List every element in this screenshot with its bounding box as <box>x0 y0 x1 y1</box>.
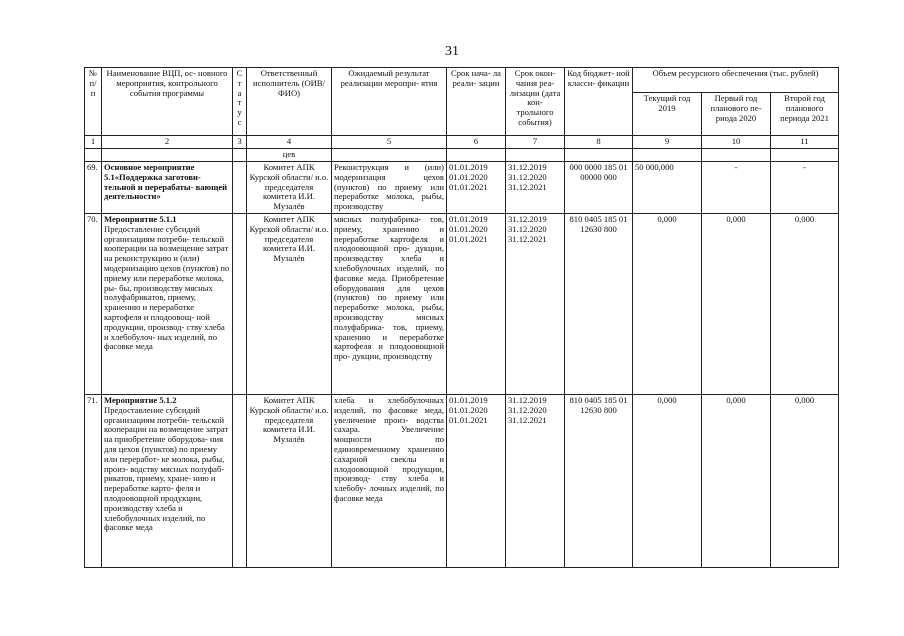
row-name-bold: Основное мероприятие 5.1«Поддержка заготови- тельной и перерабаты- вающей деятельности» <box>104 162 228 202</box>
header-budget-code: Код бюджет- ной класси- фикации <box>565 68 633 136</box>
row-name-text: Предоставление субсидий организациям потреби- тельской кооперации на возмещение затрат на приобретение оборудова- ния для цехов (пунктов) по приему или переработ- ке молока, рыбы, произ- водству мясных полуфаб- рикатов, приему, хране- нию и переработке карто- феля и плодоовощной продукции, производству хлеба и хлебобулочных изделий, по фасовке меда <box>104 404 229 533</box>
row-number: 69. <box>85 162 102 214</box>
row-y2020: 0,000 <box>702 394 771 567</box>
row-y2019: 0,000 <box>633 394 702 567</box>
continuation-row <box>85 149 839 162</box>
row-y2020: 0,000 <box>702 213 771 394</box>
row-start: 01.01.2019 01.01.2020 01.01.2021 <box>447 162 506 214</box>
column-number: 9 <box>633 136 702 149</box>
column-number: 4 <box>247 136 332 149</box>
row-start: 01.01.2019 01.01.2020 01.01.2021 <box>447 213 506 394</box>
continuation-text: цев <box>247 149 332 162</box>
row-y2020: - <box>702 162 771 214</box>
header-start: Срок нача- ла реали- зации <box>447 68 506 136</box>
header-num: № п/ п <box>85 68 102 136</box>
column-number: 8 <box>565 136 633 149</box>
row-name <box>102 394 233 567</box>
row-budget-code: 810 0405 185 01 12630 800 <box>565 394 633 567</box>
row-result: мясных полуфабрика- тов, приему, хранению и переработке картофеля и плодоовощной про- дукции, производству хлеба и хлебобулочных изделий, по фасовке меда. Приобретение оборудования для цехов (пунктов) по приему или переработке молока, рыбы, производству мясных полуфабрика- тов, приему, хранению и переработке картофеля и плодоовощной про- дукции, производству <box>332 213 447 394</box>
row-end: 31.12.2019 31.12.2020 31.12.2021 <box>506 213 565 394</box>
row-executor: Комитет АПК Курской области/ и.о. председателя комитета И.И. Музалёв <box>247 394 332 567</box>
row-y2021: 0,000 <box>771 213 839 394</box>
row-start: 01.01.2019 01.01.2020 01.01.2021 <box>447 394 506 567</box>
row-y2021: 0,000 <box>771 394 839 567</box>
row-y2021: - <box>771 162 839 214</box>
header-resources: Объем ресурсного обеспечения (тыс. рублей) <box>633 68 839 93</box>
program-table <box>84 67 839 568</box>
row-number: 70. <box>85 213 102 394</box>
header-second-year: Второй год планового периода 2021 <box>771 93 839 136</box>
column-numbers-row <box>85 136 839 149</box>
row-executor: Комитет АПК Курской области/ и.о. председателя комитета И.И. Музалёв <box>247 213 332 394</box>
row-end: 31.12.2019 31.12.2020 31.12.2021 <box>506 162 565 214</box>
table-row <box>85 162 839 214</box>
header-status: С т а т у с <box>233 68 247 136</box>
row-budget-code: 000 0000 185 01 00000 000 <box>565 162 633 214</box>
row-y2019: 0,000 <box>633 213 702 394</box>
page-number: 31 <box>445 44 459 59</box>
row-name-text: Предоставление субсидий организациям потреби- тельской кооперации на возмещение затрат на реконструкцию и (или) модернизацию цехов (пунктов) по приему или переработке молока, ры- бы, производству мясных полуфабрикатов, приему, хранению и переработке картофеля и плодоовощ- ной продукции, производ- ству хлеба и хлебобулоч- ных изделий, по фасовке меда <box>104 223 230 352</box>
column-number: 11 <box>771 136 839 149</box>
table-row <box>85 394 839 567</box>
column-number: 10 <box>702 136 771 149</box>
column-number: 1 <box>85 136 102 149</box>
row-number: 71. <box>85 394 102 567</box>
header-current-year: Текущий год 2019 <box>633 93 702 136</box>
row-name-bold: Мероприятие 5.1.2 <box>104 394 177 405</box>
header-end: Срок окон- чания реа- лизации (дата кон- трольного события) <box>506 68 565 136</box>
row-name-bold: Мероприятие 5.1.1 <box>104 213 177 224</box>
column-number: 2 <box>102 136 233 149</box>
column-number: 7 <box>506 136 565 149</box>
table-row <box>85 213 839 394</box>
row-name <box>102 162 233 214</box>
row-result: хлеба и хлебобулочных изделий, по фасовке меда, увеличение произ- водства сахара. Увеличение мощности по единовременному хранению сахарной свеклы и плодоовощной продукции, производ- ству хлеба и хлебобу- лочных изделий, по фасовке меда <box>332 394 447 567</box>
column-number: 6 <box>447 136 506 149</box>
column-number: 3 <box>233 136 247 149</box>
row-budget-code: 810 0405 185 01 12630 800 <box>565 213 633 394</box>
row-result: Реконструкция и (или) модернизация цехов (пунктов) по приему или переработке молока, рыбы, производству <box>332 162 447 214</box>
header-name: Наименование ВЦП, ос- новного мероприятия, контрольного события программы <box>102 68 233 136</box>
header-row-1 <box>85 68 839 93</box>
column-number: 5 <box>332 136 447 149</box>
row-y2019: 50 000,000 <box>633 162 702 214</box>
header-result: Ожидаемый результат реализации меропри- ятия <box>332 68 447 136</box>
row-executor: Комитет АПК Курской области/ и.о. председателя комитета И.И. Музалёв <box>247 162 332 214</box>
header-first-year: Первый год планового пе- риода 2020 <box>702 93 771 136</box>
row-name <box>102 213 233 394</box>
row-end: 31.12.2019 31.12.2020 31.12.2021 <box>506 394 565 567</box>
header-executor: Ответственный исполнитель (ОИВ/ФИО) <box>247 68 332 136</box>
